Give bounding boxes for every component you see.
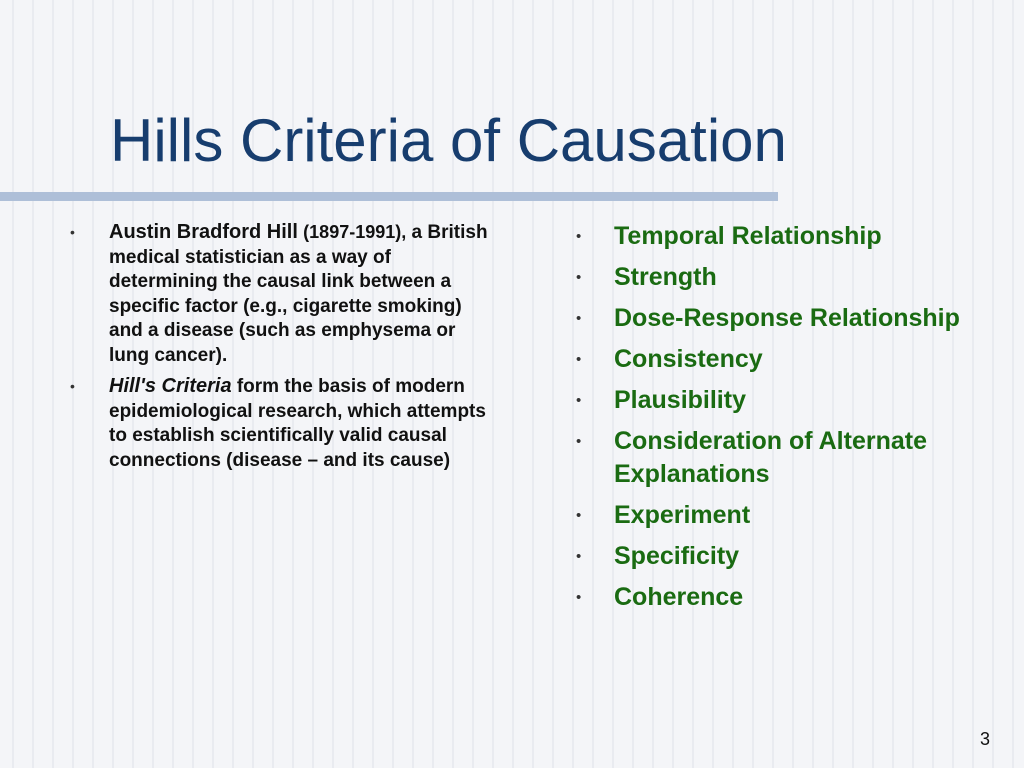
bullet-icon: •	[576, 310, 582, 327]
list-item	[70, 220, 500, 368]
criteria-item	[576, 220, 996, 253]
slide-title: Hills Criteria of Causation	[110, 107, 787, 174]
life-dates: (1897-1991),	[303, 222, 407, 242]
bullet-icon: •	[576, 351, 582, 368]
bullet-icon: •	[576, 228, 582, 245]
bullet-icon: •	[576, 548, 582, 565]
bullet-icon: •	[576, 433, 582, 450]
bullet-icon: •	[576, 507, 582, 524]
bullet-icon: •	[576, 269, 582, 286]
criteria-label: Plausibility	[614, 386, 746, 414]
criteria-label: Dose-Response Relationship	[614, 304, 960, 332]
criteria-label: Consideration of Alternate Explanations	[614, 427, 927, 488]
criteria-term: Hill's Criteria	[109, 375, 232, 397]
description-list	[70, 220, 500, 479]
criteria-item	[576, 384, 996, 417]
criteria-item	[576, 302, 996, 335]
page-number: 3	[979, 729, 990, 749]
item-text: form the basis of modern epidemiological research, which attempts to establish scientifically valid causal connections (disease – and its cause)	[109, 376, 486, 471]
criteria-label: Coherence	[614, 583, 744, 611]
list-item	[70, 374, 500, 473]
criteria-label: Strength	[614, 263, 717, 291]
criteria-label: Temporal Relationship	[614, 222, 882, 250]
criteria-item	[576, 540, 996, 573]
title-divider	[0, 192, 778, 201]
criteria-label: Specificity	[614, 542, 740, 570]
bullet-icon: •	[70, 378, 75, 394]
criteria-item	[576, 343, 996, 376]
bullet-icon: •	[576, 392, 582, 409]
bullet-icon: •	[576, 589, 582, 606]
criteria-item	[576, 261, 996, 294]
criteria-item	[576, 425, 996, 491]
criteria-label: Consistency	[614, 345, 763, 373]
criteria-list	[576, 220, 996, 622]
bullet-icon: •	[70, 224, 75, 240]
criteria-label: Experiment	[614, 501, 751, 529]
criteria-item	[576, 499, 996, 532]
person-name: Austin Bradford Hill	[109, 221, 298, 243]
item-text: a British medical statistician as a way of determining the causal link between a specific factor (e.g., cigarette smoking) and a disease (such as emphysema or lung cancer).	[109, 222, 488, 366]
criteria-item	[576, 581, 996, 614]
